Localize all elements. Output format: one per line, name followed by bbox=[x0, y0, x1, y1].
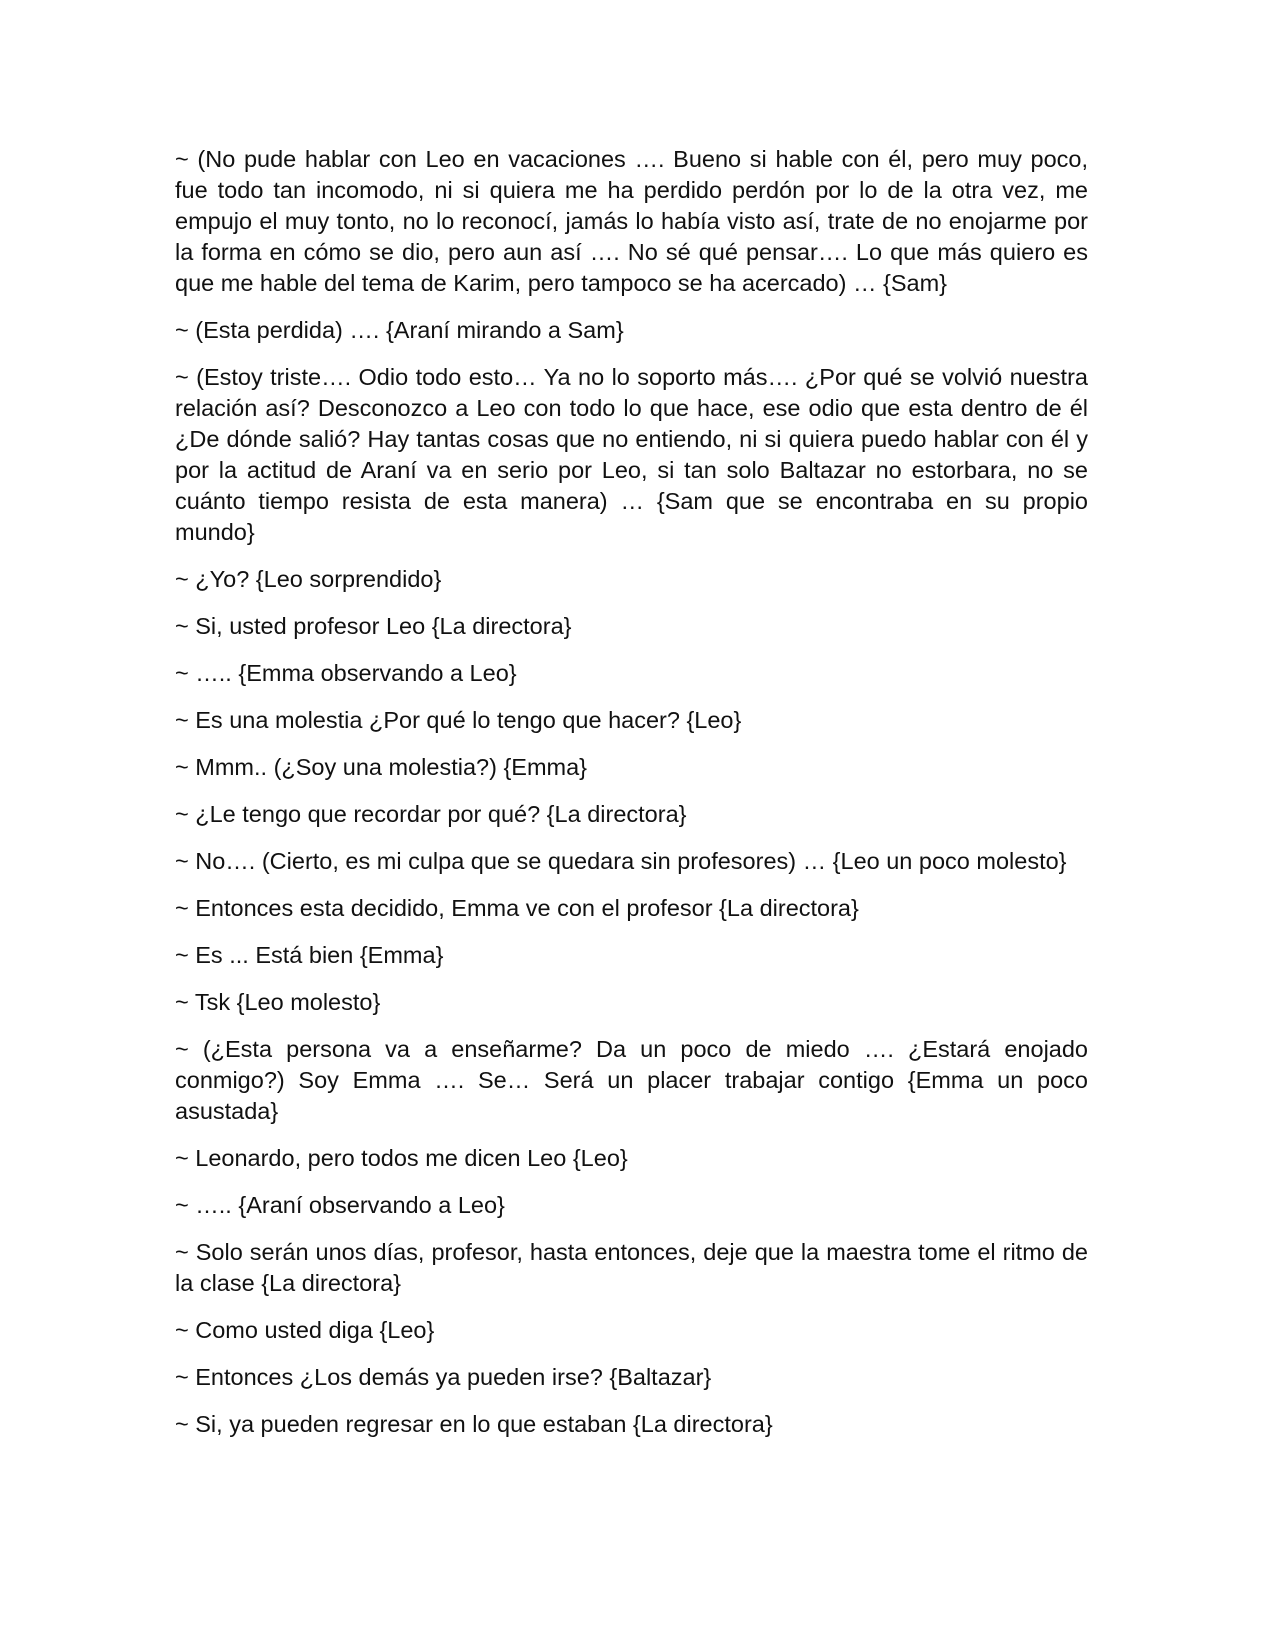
paragraph-9: ~ ¿Le tengo que recordar por qué? {La directora} bbox=[175, 801, 687, 827]
paragraph-17: ~ Solo serán unos días, profesor, hasta entonces, deje que la maestra tome el ritmo de la clase {La directora} bbox=[175, 1239, 1088, 1296]
paragraph-4: ~ ¿Yo? {Leo sorprendido} bbox=[175, 566, 442, 592]
paragraph-2: ~ (Esta perdida) …. {Araní mirando a Sam} bbox=[175, 317, 624, 343]
paragraph-12: ~ Es ... Está bien {Emma} bbox=[175, 942, 444, 968]
paragraph-13: ~ Tsk {Leo molesto} bbox=[175, 989, 381, 1015]
paragraph-20: ~ Si, ya pueden regresar en lo que estaban {La directora} bbox=[175, 1411, 773, 1437]
paragraph-1: ~ (No pude hablar con Leo en vacaciones …. Bueno si hable con él, pero muy poco, fue todo tan incomodo, ni si quiera me ha perdido perdón por lo de la otra vez, me empujo el muy tonto, no lo reconocí, jamás lo había visto así, trate de no enojarme por la forma en cómo se dio, pero aun así …. No sé qué pensar…. Lo que más quiero es que me hable del tema de Karim, pero tampoco se ha acercado) … {Sam} bbox=[175, 146, 1088, 296]
paragraph-11: ~ Entonces esta decidido, Emma ve con el profesor {La directora} bbox=[175, 895, 859, 921]
paragraph-5: ~ Si, usted profesor Leo {La directora} bbox=[175, 613, 572, 639]
paragraph-19: ~ Entonces ¿Los demás ya pueden irse? {Baltazar} bbox=[175, 1364, 712, 1390]
paragraph-10: ~ No…. (Cierto, es mi culpa que se quedara sin profesores) … {Leo un poco molesto} bbox=[175, 848, 1067, 874]
paragraph-16: ~ ….. {Araní observando a Leo} bbox=[175, 1192, 505, 1218]
document-body bbox=[175, 144, 1088, 1456]
paragraph-7: ~ Es una molestia ¿Por qué lo tengo que hacer? {Leo} bbox=[175, 707, 742, 733]
paragraph-3: ~ (Estoy triste…. Odio todo esto… Ya no lo soporto más…. ¿Por qué se volvió nuestra relación así? Desconozco a Leo con todo lo que hace, ese odio que esta dentro de él ¿De dónde salió? Hay tantas cosas que no entiendo, ni si quiera puedo hablar con él y por la actitud de Araní va en serio por Leo, si tan solo Baltazar no estorbara, no se cuánto tiempo resista de esta manera) … {Sam que se encontraba en su propio mundo} bbox=[175, 364, 1088, 545]
paragraph-18: ~ Como usted diga {Leo} bbox=[175, 1317, 435, 1343]
paragraph-6: ~ ….. {Emma observando a Leo} bbox=[175, 660, 517, 686]
paragraph-14: ~ (¿Esta persona va a enseñarme? Da un poco de miedo …. ¿Estará enojado conmigo?) Soy Emma …. Se… Será un placer trabajar contigo {Emma un poco asustada} bbox=[175, 1036, 1088, 1124]
paragraph-15: ~ Leonardo, pero todos me dicen Leo {Leo} bbox=[175, 1145, 628, 1171]
paragraph-8: ~ Mmm.. (¿Soy una molestia?) {Emma} bbox=[175, 754, 588, 780]
